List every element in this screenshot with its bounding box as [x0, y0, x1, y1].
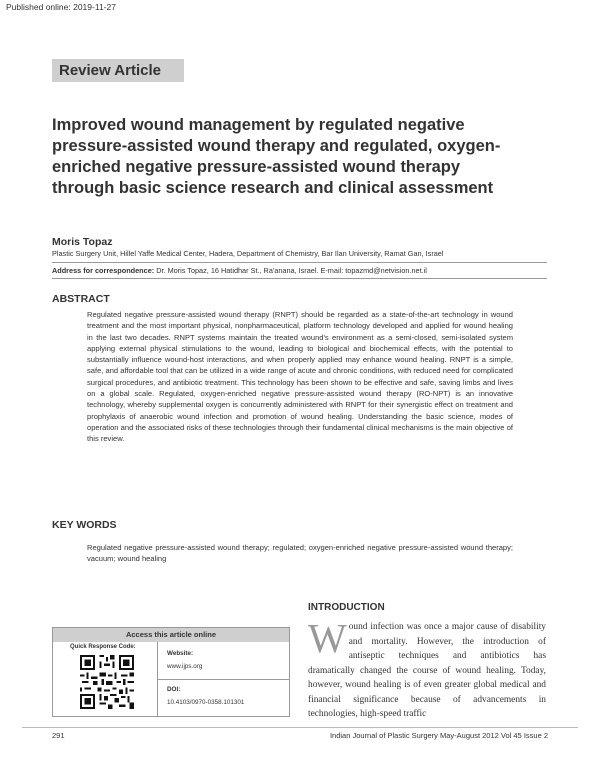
- keywords-heading: KEY WORDS: [52, 519, 117, 531]
- article-type-badge: Review Article: [52, 59, 184, 82]
- drop-cap: W: [308, 615, 347, 661]
- divider: [52, 262, 547, 263]
- correspondence: [52, 266, 427, 275]
- qr-cell: [53, 642, 158, 717]
- website-link[interactable]: www.ijps.org: [167, 663, 203, 670]
- abstract-text: Regulated negative pressure-assisted wound therapy (RNPT) should be regarded as a state-of-the-art technology in wound treatment and the most important physical, nonpharmaceutical, platform technology developed and applied for wound healing in the last two decades. RNPT systems maintain the treated wound's environment as a semi-closed, semi-isolated system applying external physical stimulations to the wound, leading to biological and biochemical effects, with the potential to substantially influence wound-host interactions, and when properly applied may enhance wound healing. RNPT is a simple, safe, and affordable tool that can be utilized in a wide range of acute and chronic conditions, with reduced need for complicated surgical procedures, and antibiotic treatment. This technology has been shown to be effective and safe, saving limbs and lives on a global scale. Regulated, oxygen-enriched negative pressure-assisted wound therapy (RO-NPT) is an innovative technology, whereby supplemental oxygen is concurrently administered with RNPT for their synergistic effect on treatment and prophylaxis of anaerobic wound infection and promotion of wound healing. Understanding the basic science, modes of operation and the associated risks of these technologies through their fundamental clinical mechanisms is the main objective of this review.: [87, 310, 513, 444]
- introduction-text: [308, 615, 546, 722]
- keywords-text: Regulated negative pressure-assisted wound therapy; regulated; oxygen-enriched negative pressure-assisted wound therapy; vacuum; wound healing: [87, 543, 513, 564]
- footer-divider: [22, 727, 578, 728]
- qr-label: Quick Response Code:: [70, 644, 136, 650]
- qr-code-icon[interactable]: [80, 655, 134, 709]
- introduction-body: ound infection was once a major cause of disability and mortality. However, the introduction of antiseptic techniques and antibiotics has dramatically changed the course of wound healing. Today, however, wound healing is of even greater global medical and financial significance because of advancements in technologies, high-speed traffic: [308, 622, 546, 719]
- divider: [52, 278, 547, 279]
- page-number: 291: [52, 731, 65, 740]
- access-article-box: [52, 627, 290, 717]
- access-box-heading: Access this article online: [53, 628, 289, 642]
- doi-link[interactable]: 10.4103/0970-0358.101301: [167, 699, 245, 706]
- journal-citation: Indian Journal of Plastic Surgery May-August 2012 Vol 45 Issue 2: [329, 731, 548, 740]
- article-title: Improved wound management by regulated negative pressure-assisted wound therapy and regulated, oxygen-enriched negative pressure-assisted wound therapy through basic science research and clinical assessment: [52, 116, 501, 197]
- correspondence-text: Dr. Moris Topaz, 16 Hatidhar St., Ra'anana, Israel. E-mail: topazmd@netvision.net.il: [154, 266, 427, 275]
- author-affiliation: Plastic Surgery Unit, Hillel Yaffe Medical Center, Hadera, Department of Chemistry, Bar Ilan University, Ramat Gan, Israel: [52, 249, 444, 258]
- website-label: Website:: [167, 650, 194, 657]
- divider: [157, 679, 290, 680]
- abstract-heading: ABSTRACT: [52, 293, 110, 305]
- introduction-heading: INTRODUCTION: [308, 602, 385, 613]
- published-date: Published online: 2019-11-27: [6, 2, 116, 12]
- doi-label: DOI:: [167, 686, 181, 693]
- author-name: Moris Topaz: [52, 236, 113, 248]
- correspondence-label: Address for correspondence:: [52, 266, 155, 275]
